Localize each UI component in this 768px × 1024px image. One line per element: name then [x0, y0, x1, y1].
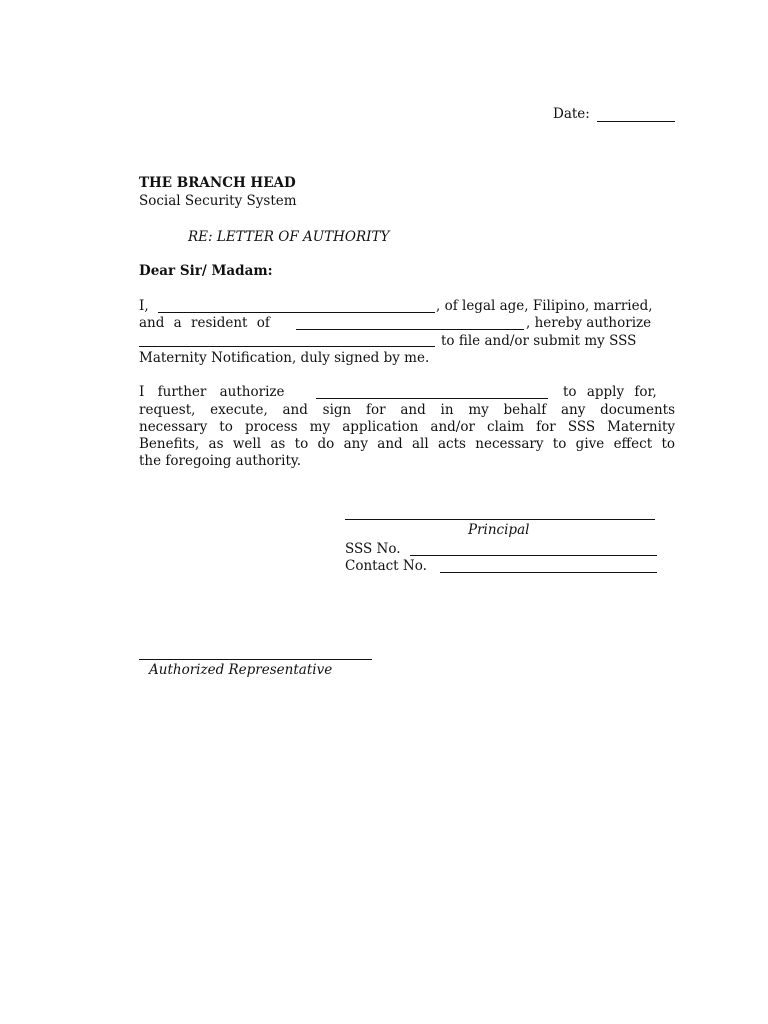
para1-line4: Maternity Notification, duly signed by me.	[139, 350, 430, 366]
principal-signature-line[interactable]	[345, 519, 655, 520]
para2-line1-start: I further authorize	[139, 384, 285, 400]
para2-line1-end: to apply for,	[563, 384, 657, 400]
para2-line5: the foregoing authority.	[139, 453, 301, 469]
para2-line3: necessary to process my application and/or claim for SSS Maternity	[139, 419, 675, 435]
sss-number-blank[interactable]	[410, 555, 657, 556]
para1-line3-end: to file and/or submit my SSS	[441, 333, 637, 349]
addressee-org: Social Security System	[139, 193, 297, 209]
principal-name-blank[interactable]	[158, 312, 435, 313]
representative-label: Authorized Representative	[149, 662, 333, 678]
re-line: RE: LETTER OF AUTHORITY	[188, 229, 390, 245]
date-label: Date:	[553, 106, 590, 122]
para1-line1-start: I,	[139, 298, 149, 314]
representative-name-blank[interactable]	[139, 346, 435, 347]
further-authorize-blank[interactable]	[316, 398, 548, 399]
date-blank[interactable]	[597, 121, 675, 122]
salutation: Dear Sir/ Madam:	[139, 263, 273, 279]
principal-label: Principal	[468, 522, 530, 538]
para1-line2-end: , hereby authorize	[526, 315, 652, 331]
para2-line4: Benefits, as well as to do any and all acts necessary to give effect to	[139, 436, 675, 452]
contact-label: Contact No.	[345, 558, 427, 574]
contact-number-blank[interactable]	[440, 572, 657, 573]
residence-blank[interactable]	[296, 329, 524, 330]
representative-signature-line[interactable]	[139, 659, 372, 660]
para1-line2-start: and a resident of	[139, 315, 270, 331]
para2-line2: request, execute, and sign for and in my behalf any documents	[139, 402, 675, 418]
para1-line1-end: , of legal age, Filipino, married,	[436, 298, 653, 314]
addressee-title: THE BRANCH HEAD	[139, 175, 296, 191]
sss-label: SSS No.	[345, 541, 401, 557]
